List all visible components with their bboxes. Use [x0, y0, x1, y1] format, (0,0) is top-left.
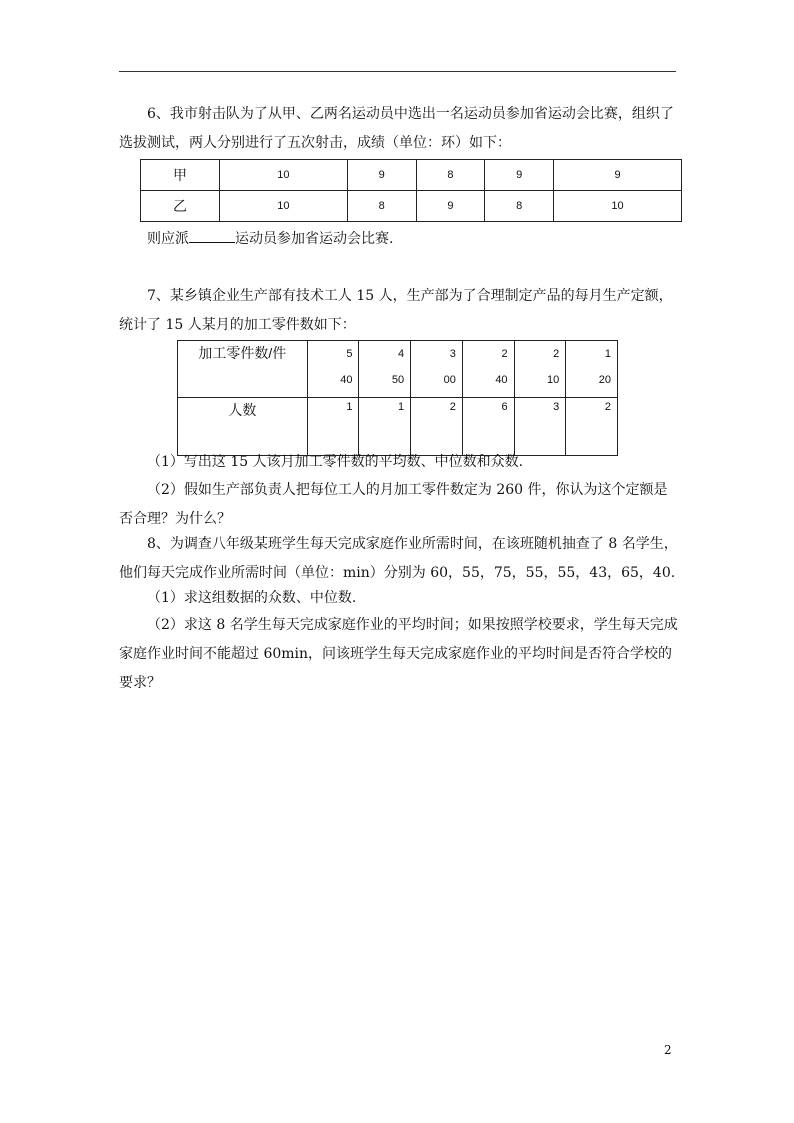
- table-cell: 10: [554, 191, 682, 222]
- table-cell: 4 50: [359, 341, 411, 398]
- q7-text: 7、某乡镇企业生产部有技术工人 15 人，生产部为了合理制定产品的每月生产定额，统计了 15 人某月的加工零件数如下：: [119, 288, 673, 333]
- table-cell: 3: [514, 398, 566, 456]
- table-cell: 9: [485, 160, 554, 191]
- table-row: [141, 191, 682, 222]
- row-label-yi: 乙: [141, 191, 220, 222]
- q7-parts-table: [177, 340, 618, 456]
- table-cell: 2 10: [514, 341, 566, 398]
- table-cell: 2: [411, 398, 463, 456]
- table-row: [178, 398, 618, 456]
- table-cell: 6: [462, 398, 514, 456]
- table-cell: 9: [554, 160, 682, 191]
- q7-sub1: （1）写出这 15 人该月加工零件数的平均数、中位数和众数.: [147, 454, 524, 470]
- page-number: 2: [664, 1043, 672, 1057]
- row-label-people: 人数: [178, 398, 308, 456]
- table-cell: 2: [566, 398, 618, 456]
- row-label-parts: 加工零件数/件: [178, 341, 308, 398]
- table-row: [141, 160, 682, 191]
- table-cell: 1: [359, 398, 411, 456]
- table-cell: 3 00: [411, 341, 463, 398]
- row-label-jia: 甲: [141, 160, 220, 191]
- table-cell: 8: [485, 191, 554, 222]
- q8-sub1: （1）求这组数据的众数、中位数.: [147, 590, 357, 606]
- table-cell: 9: [347, 160, 416, 191]
- q6-text: 6、我市射击队为了从甲、乙两名运动员中选出一名运动员参加省运动会比赛，组织了选拔测试，两人分别进行了五次射击，成绩（单位：环）如下：: [119, 106, 674, 151]
- q6-score-table: [140, 159, 682, 222]
- table-cell: 10: [220, 160, 348, 191]
- table-row: [178, 341, 618, 398]
- table-cell: 10: [220, 191, 348, 222]
- answer-blank[interactable]: [189, 228, 235, 243]
- q7-sub2: （2）假如生产部负责人把每位工人的月加工零件数定为 260 件，你认为这个定额是否合理？为什么？: [119, 482, 668, 527]
- table-cell: 8: [416, 160, 485, 191]
- header-rule: [119, 71, 676, 72]
- q6-answer-suffix: 运动员参加省运动会比赛.: [235, 231, 394, 247]
- table-cell: 1 20: [566, 341, 618, 398]
- table-cell: 2 40: [462, 341, 514, 398]
- q6-answer-line: [147, 225, 707, 254]
- table-cell: 9: [416, 191, 485, 222]
- table-cell: 8: [347, 191, 416, 222]
- table-cell: 1: [307, 398, 359, 456]
- q8-text: 8、为调查八年级某班学生每天完成家庭作业所需时间，在该班随机抽查了 8 名学生，他们每天完成作业所需时间（单位：min）分别为 60，55，75，55，55，43，65，40.: [119, 536, 678, 581]
- q8-sub2: （2）求这 8 名学生每天完成家庭作业的平均时间；如果按照学校要求，学生每天完成家庭作业时间不能超过 60min，问该班学生每天完成家庭作业的平均时间是否符合学校的要求？: [119, 617, 678, 691]
- table-cell: 5 40: [307, 341, 359, 398]
- q6-answer-prefix: 则应派: [147, 231, 189, 247]
